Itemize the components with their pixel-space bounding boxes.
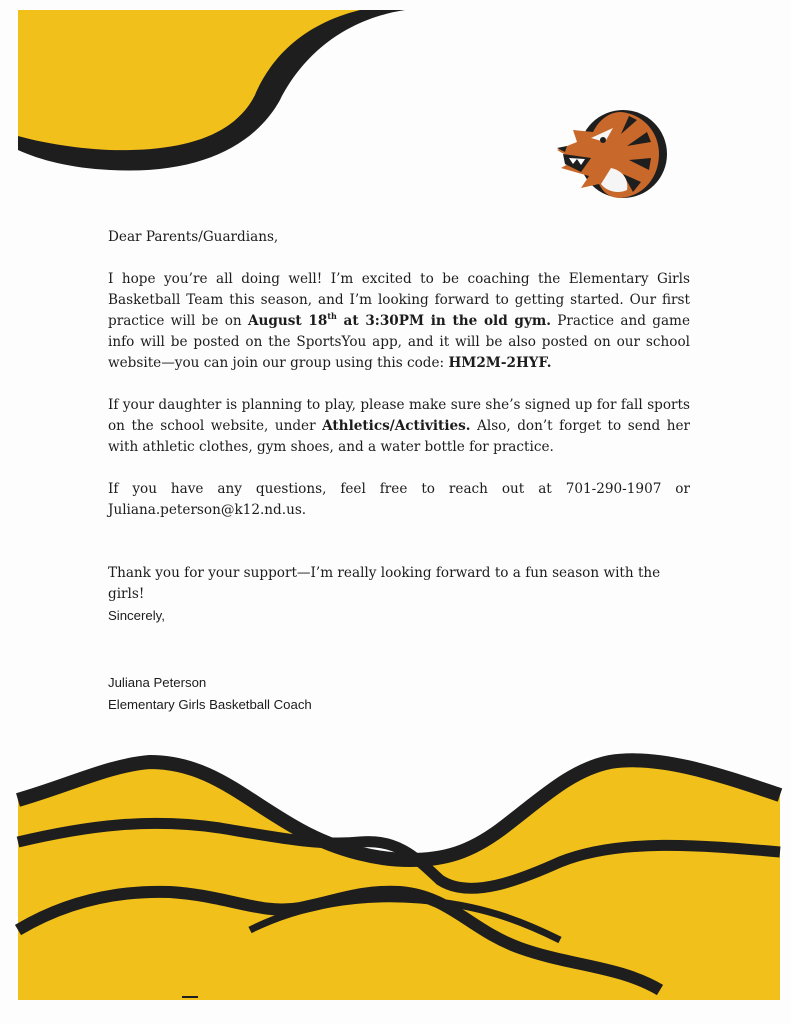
practice-app-text: Practice and game info will be posted on the SportsYou app, and it will be also posted on our school website—you can join our group using this code: bbox=[108, 313, 690, 371]
practice-date-suffix: th bbox=[327, 311, 337, 322]
athletics-section: Athletics/Activities. bbox=[322, 418, 471, 434]
signup-text: If your daughter is planning to play, please make sure she’s signed up for fall sports on the school website, under bbox=[108, 397, 690, 434]
practice-date: August 18 bbox=[247, 313, 328, 329]
salutation: Dear Parents/Guardians, bbox=[108, 229, 279, 245]
practice-time-location: at 3:30PM in the old gym. bbox=[336, 313, 551, 329]
paragraph-contact: If you have any questions, feel free to reach out at 701-290-1907 or Juliana.peterson@k12.nd.us. bbox=[108, 481, 690, 518]
letter-body bbox=[108, 227, 690, 716]
sincerely-line: Sincerely, bbox=[108, 608, 165, 623]
signer-name: Juliana Peterson bbox=[108, 675, 207, 690]
bottom-wave-gold-fill bbox=[18, 760, 780, 1000]
paragraph-practice-info bbox=[108, 269, 690, 374]
supplies-text: Also, don’t forget to send her with athletic clothes, gym shoes, and a water bottle for practice. bbox=[108, 418, 690, 455]
signer-title: Elementary Girls Basketball Coach bbox=[108, 697, 312, 712]
paragraph-signup bbox=[108, 395, 690, 458]
bottom-edge-mark bbox=[182, 996, 198, 998]
thank-you-line: Thank you for your support—I’m really looking forward to a fun season with the girls! bbox=[108, 565, 661, 602]
practice-intro-text: I hope you’re all doing well! I’m excited to be coaching the Elementary Girls Basketball Team this season, and I’m looking forward to getting started. Our first practice will be on bbox=[108, 271, 690, 329]
group-code: HM2M-2HYF. bbox=[448, 355, 552, 371]
